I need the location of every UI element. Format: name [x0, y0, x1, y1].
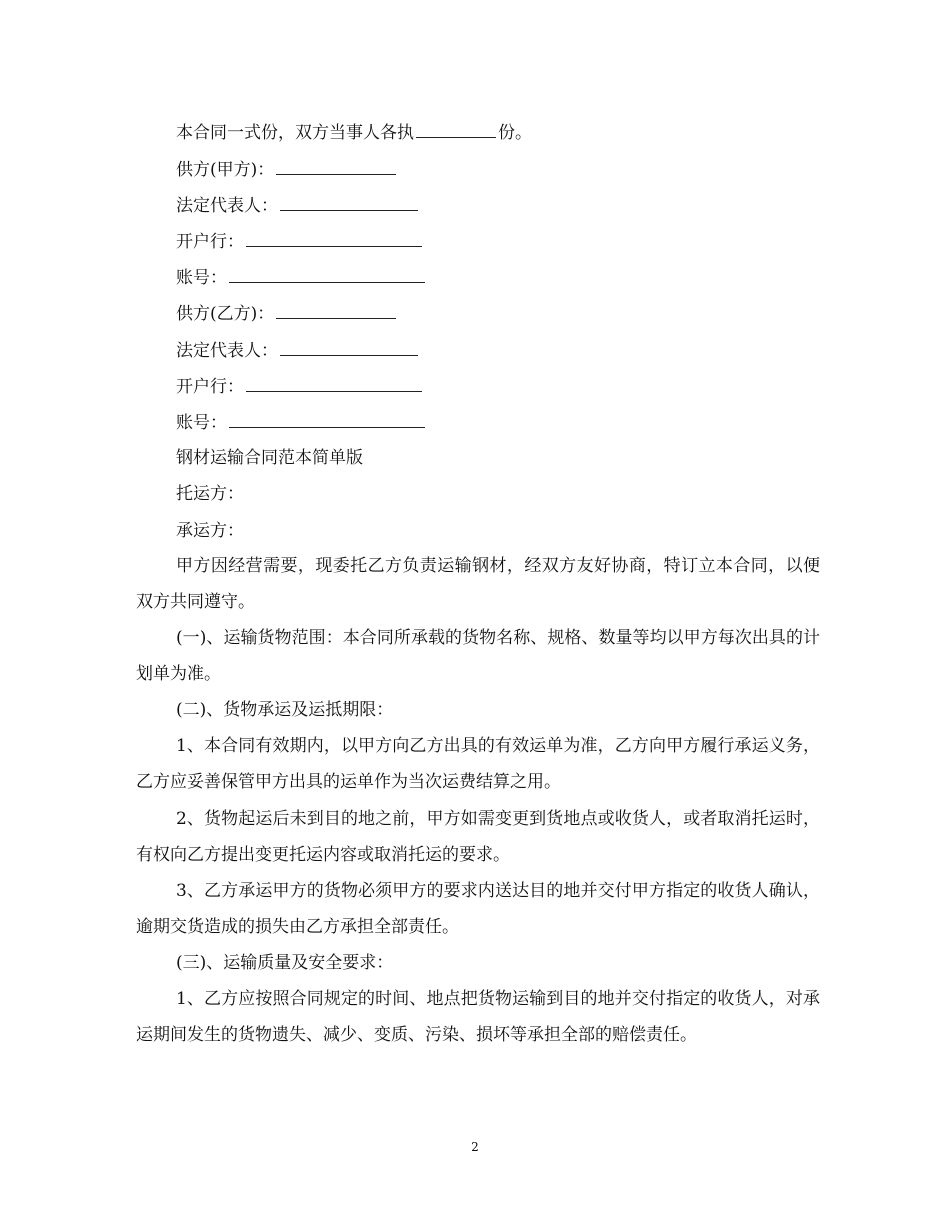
party-b-bank-line: [176, 376, 422, 397]
section2-heading: (二)、货物承运及运抵期限：: [176, 700, 394, 720]
section2-item2: 2、货物起运后未到目的地之前，甲方如需变更到货地点或收货人，或者取消托运时，有权向乙方提出变更托运内容或取消托运的要求。: [136, 809, 820, 865]
party-a-bank-label: 开户行：: [176, 232, 244, 252]
party-b-bank-label: 开户行：: [176, 377, 244, 397]
copies-blank: [416, 122, 496, 138]
carrier-label: 承运方：: [176, 521, 244, 541]
copies-text-after: 份。: [498, 123, 532, 143]
party-a-account-line: [176, 267, 425, 288]
party-a-bank-line: [176, 231, 422, 252]
section2-item3: 3、乙方承运甲方的货物必须甲方的要求内送达目的地并交付甲方指定的收货人确认，逾期交货造成的损失由乙方承担全部责任。: [136, 881, 820, 937]
party-b-bank-blank: [246, 376, 422, 392]
consignor-label: 托运方：: [176, 484, 244, 504]
party-a-rep-line: [176, 195, 418, 216]
copies-text-before: 本合同一式份，双方当事人各执: [176, 123, 414, 143]
intro-paragraph: 甲方因经营需要，现委托乙方负责运输钢材，经双方友好协商，特订立本合同，以便双方共同遵守。: [136, 556, 820, 612]
copies-line: [176, 122, 532, 143]
party-b-account-blank: [229, 412, 425, 428]
party-b-blank: [276, 303, 396, 319]
party-a-label: 供方(甲方)：: [176, 160, 275, 180]
section2-item1: 1、本合同有效期内，以甲方向乙方出具的有效运单为准，乙方向甲方履行承运义务，乙方应妥善保管甲方出具的运单作为当次运费结算之用。: [136, 736, 820, 792]
section3-item1: 1、乙方应按照合同规定的时间、地点把货物运输到目的地并交付指定的收货人，对承运期间发生的货物遗失、减少、变质、污染、损坏等承担全部的赔偿责任。: [136, 989, 820, 1045]
page-number: 2: [471, 1140, 479, 1154]
party-b-rep-line: [176, 340, 418, 361]
party-b-line: [176, 303, 396, 324]
party-b-rep-label: 法定代表人：: [176, 341, 278, 361]
party-b-account-label: 账号：: [176, 413, 227, 433]
party-b-account-line: [176, 412, 425, 433]
party-a-account-blank: [229, 267, 425, 283]
section1-paragraph: (一)、运输货物范围：本合同所承载的货物名称、规格、数量等均以甲方每次出具的计划单为准。: [136, 628, 820, 684]
party-b-rep-blank: [280, 340, 418, 356]
party-a-line: [176, 159, 396, 180]
party-a-account-label: 账号：: [176, 268, 227, 288]
party-b-label: 供方(乙方)：: [176, 304, 275, 324]
contract-title: 钢材运输合同范本简单版: [176, 448, 363, 468]
party-a-rep-label: 法定代表人：: [176, 196, 278, 216]
section3-heading: (三)、运输质量及安全要求：: [176, 953, 394, 973]
party-a-bank-blank: [246, 231, 422, 247]
party-a-blank: [276, 159, 396, 175]
party-a-rep-blank: [280, 195, 418, 211]
